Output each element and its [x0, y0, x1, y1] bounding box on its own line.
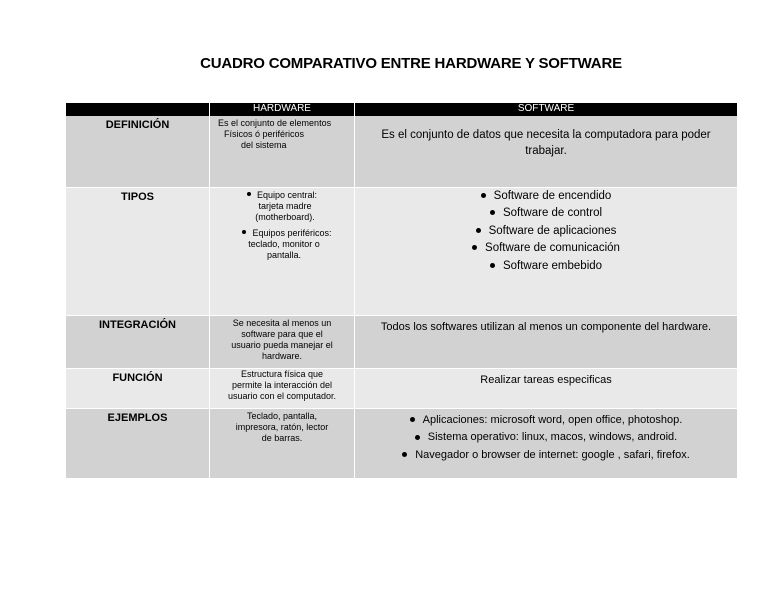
row-tipos — [66, 187, 738, 315]
list-item: Software de encendido — [355, 188, 737, 206]
hardware-definicion — [210, 116, 355, 187]
hardware-integracion — [210, 315, 355, 368]
list-item: Sistema operativo: linux, macos, windows, android. — [355, 429, 737, 447]
software-integracion: Todos los softwares utilizan al menos un componente del hardware. — [355, 315, 738, 368]
bullet-icon — [490, 210, 495, 215]
row-funcion — [66, 368, 738, 408]
list-item: Software de aplicaciones — [355, 223, 737, 241]
software-types-list — [355, 188, 737, 276]
text-line: usuario pueda manejar el — [231, 339, 333, 350]
text-line: software para que el — [241, 328, 323, 339]
bullet-icon — [490, 263, 495, 268]
text-line: Es el conjunto de elementos — [218, 118, 332, 128]
text-line: Físicos ó periféricos — [224, 129, 305, 139]
hardware-tipos — [210, 187, 355, 315]
text-line: impresora, ratón, lector — [235, 421, 329, 432]
list-item: Navegador o browser de internet: google , safari, firefox. — [355, 447, 737, 465]
row-ejemplos — [66, 408, 738, 478]
hardware-ejemplos — [210, 408, 355, 478]
header-software: SOFTWARE — [355, 103, 738, 116]
bullet-icon — [242, 230, 246, 234]
row-label-integracion: INTEGRACIÓN — [66, 315, 210, 368]
list-item: Aplicaciones: microsoft word, open office, photoshop. — [355, 412, 737, 430]
hardware-funcion — [210, 368, 355, 408]
text-line: Se necesita al menos un — [232, 317, 332, 328]
bullet-icon — [402, 452, 407, 457]
software-examples-list — [355, 412, 737, 465]
row-definicion — [66, 116, 738, 187]
header-hardware: HARDWARE — [210, 103, 355, 116]
text-line: del sistema — [241, 140, 287, 150]
text-line: Estructura física que — [240, 368, 324, 379]
bullet-icon — [472, 245, 477, 250]
text-line: Es el conjunto de datos que necesita la computadora para poder — [381, 129, 711, 141]
text-line: trabajar. — [525, 145, 567, 157]
hardware-types-list — [210, 190, 354, 261]
header-empty — [66, 103, 210, 116]
row-label-funcion: FUNCIÓN — [66, 368, 210, 408]
list-item: Equipos periféricos: teclado, monitor o pantalla. — [210, 228, 354, 261]
text-line: usuario con el computador. — [227, 390, 337, 401]
software-ejemplos — [355, 408, 738, 478]
text-line: de barras. — [261, 432, 303, 443]
list-item: Equipo central: tarjeta madre (motherboard). — [210, 190, 354, 223]
list-item: Software embebido — [355, 258, 737, 276]
list-item: Software de control — [355, 205, 737, 223]
bullet-icon — [415, 435, 420, 440]
table-header-row — [66, 103, 738, 116]
document-title: CUADRO COMPARATIVO ENTRE HARDWARE Y SOFTWARE — [200, 55, 622, 72]
row-label-definicion: DEFINICIÓN — [66, 116, 210, 187]
bullet-icon — [410, 417, 415, 422]
text-line: Teclado, pantalla, — [246, 410, 318, 421]
software-funcion: Realizar tareas especificas — [355, 368, 738, 408]
software-definicion — [355, 116, 738, 187]
text-line: permite la interacción del — [231, 379, 333, 390]
bullet-icon — [481, 193, 486, 198]
comparison-table — [65, 103, 738, 478]
row-label-ejemplos: EJEMPLOS — [66, 408, 210, 478]
text-line: hardware. — [261, 350, 303, 361]
row-label-tipos: TIPOS — [66, 187, 210, 315]
row-integracion — [66, 315, 738, 368]
bullet-icon — [476, 228, 481, 233]
software-tipos — [355, 187, 738, 315]
bullet-icon — [247, 192, 251, 196]
list-item: Software de comunicación — [355, 240, 737, 258]
